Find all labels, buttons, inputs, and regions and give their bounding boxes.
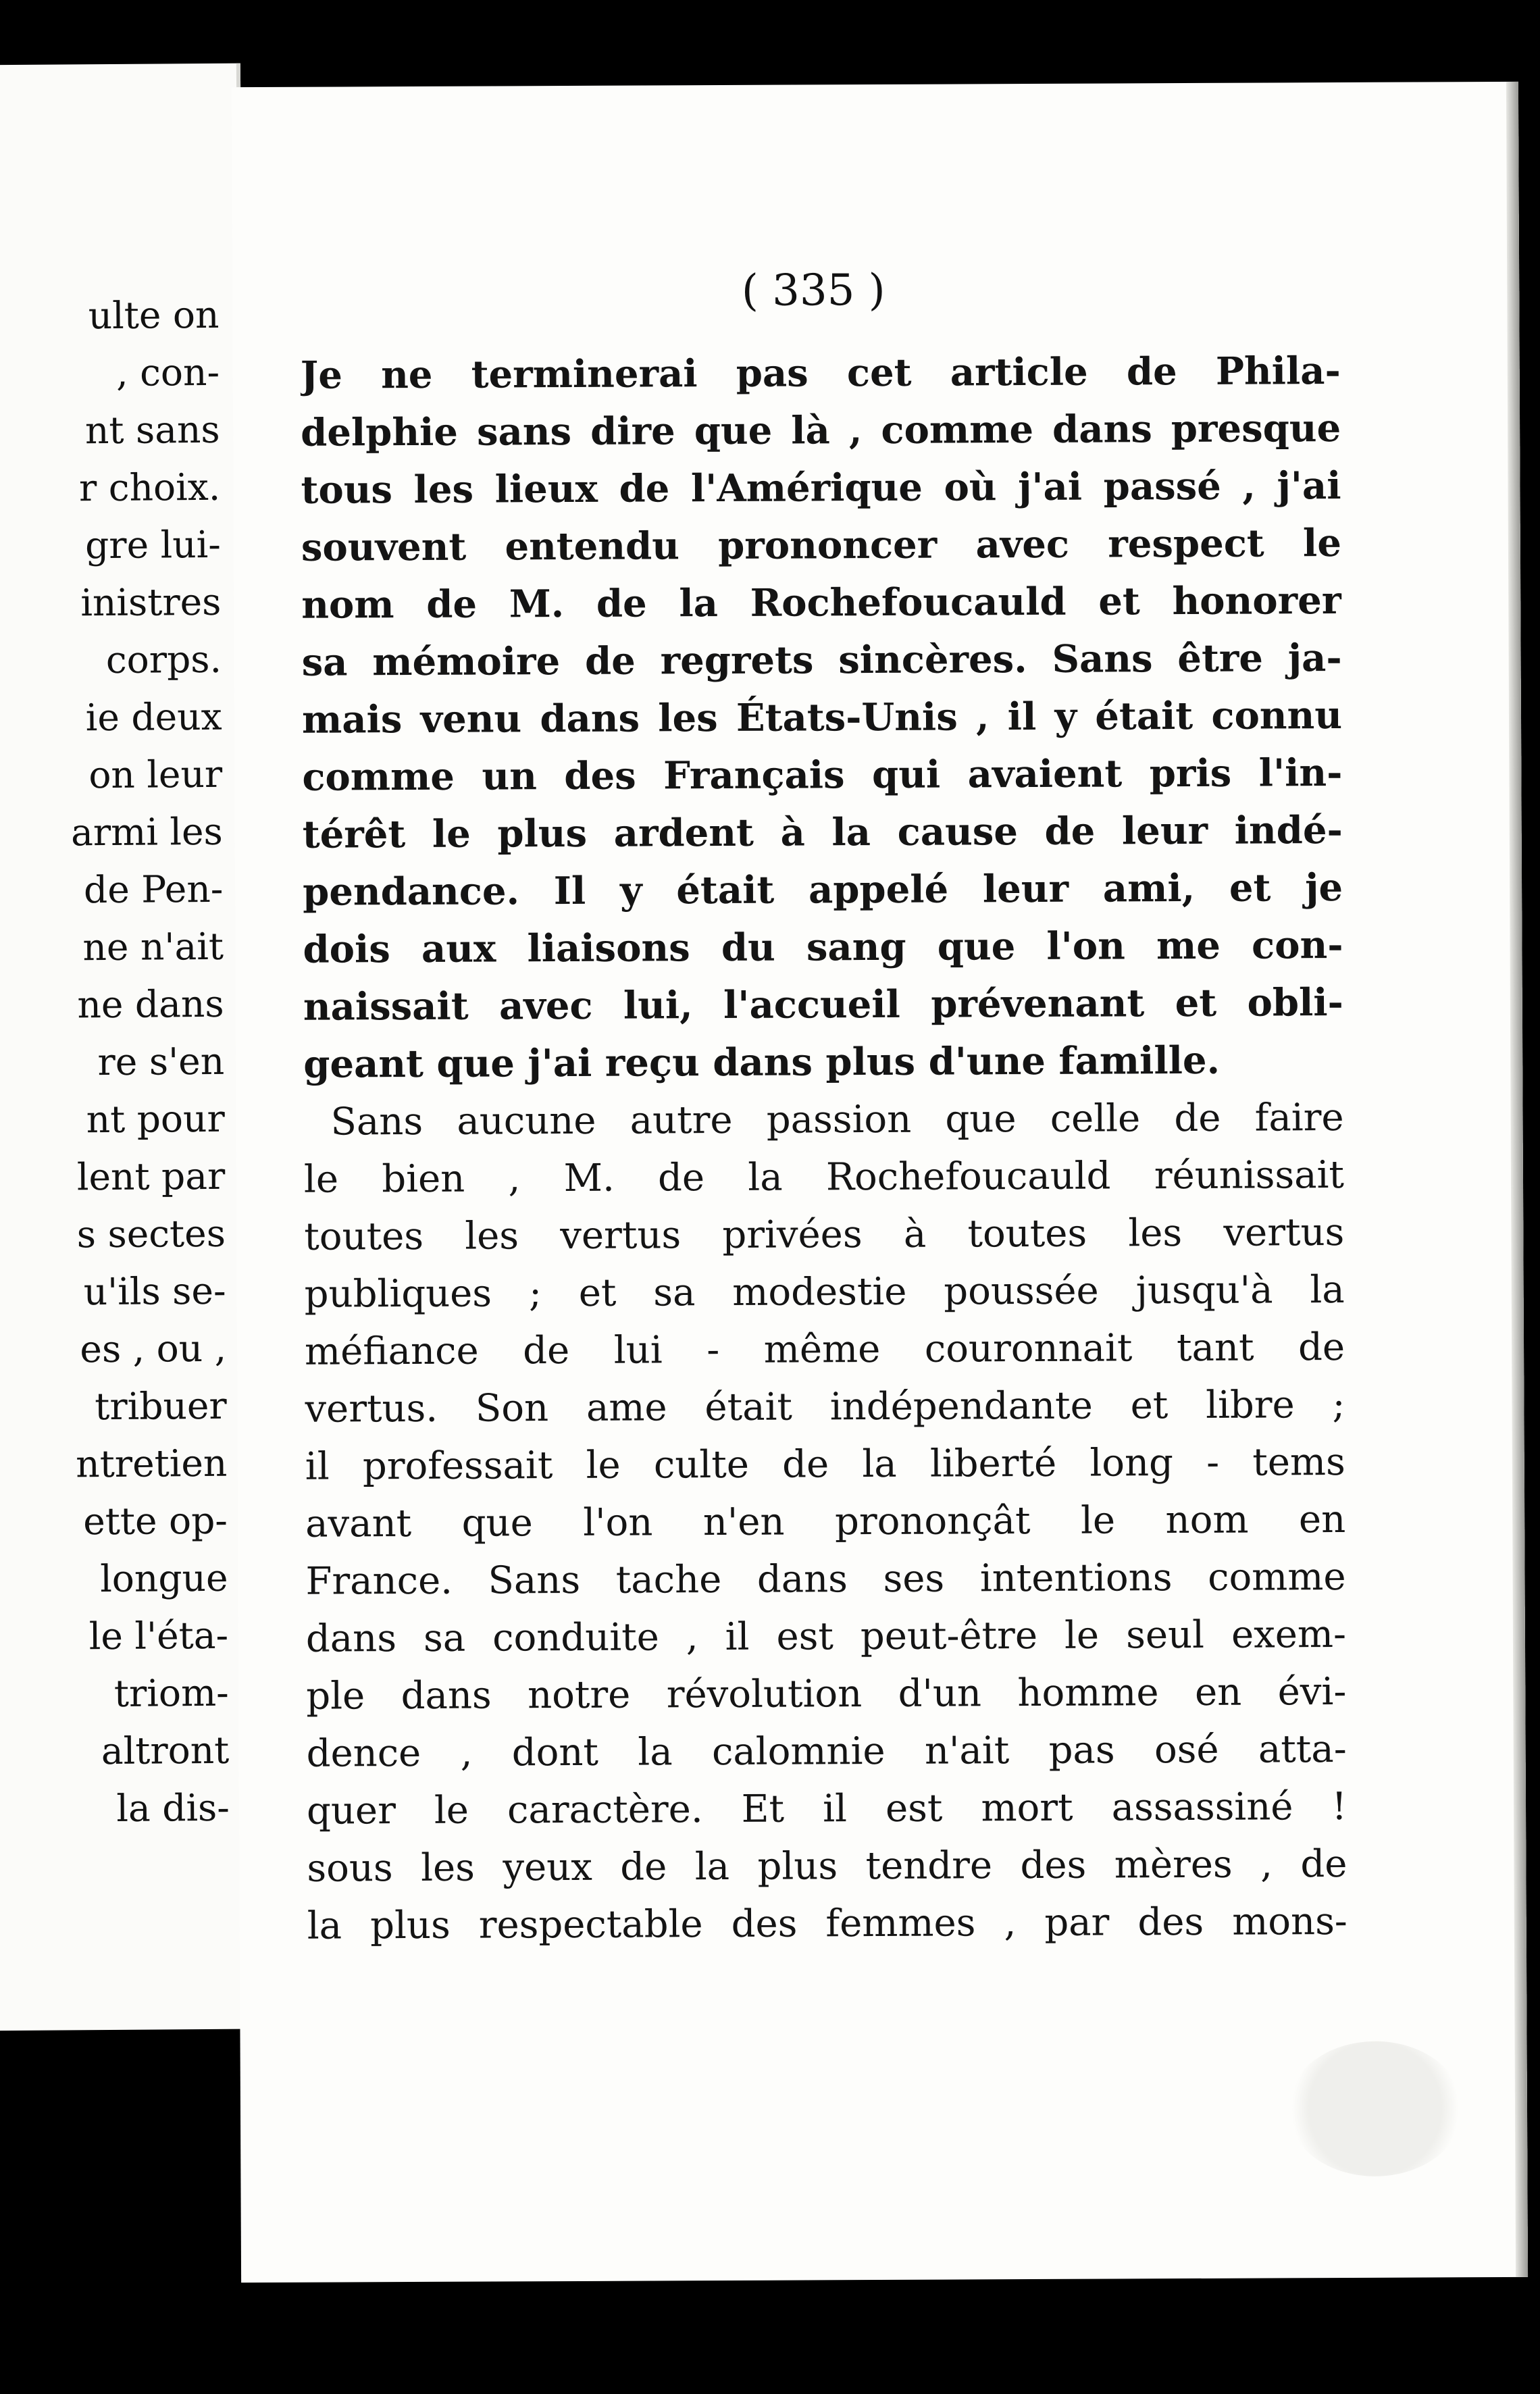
left-line: ne dans [77, 982, 224, 1027]
left-line: nt pour [86, 1096, 225, 1142]
left-line: corps. [105, 637, 222, 682]
left-line: de Pen- [83, 867, 224, 912]
left-line: ulte on [88, 292, 220, 338]
text-line: delphie sans dire que là , comme dans presque [301, 406, 1341, 455]
left-page-text [67, 286, 230, 1838]
left-page-fragment [0, 63, 254, 2031]
text-line: la plus respectable des femmes , par des mons- [307, 1899, 1348, 1948]
text-line: toutes les vertus privées à toutes les vertus [304, 1210, 1345, 1259]
text-line: térêt le plus ardent à la cause de leur indé- [302, 808, 1343, 857]
left-line: le l'éta- [88, 1613, 229, 1658]
left-line: gre lui- [84, 522, 222, 567]
text-line: méfiance de lui - même couronnait tant de [304, 1325, 1345, 1374]
left-line: altront [101, 1728, 230, 1773]
text-line: dois aux liaisons du sang que l'on me con- [303, 923, 1343, 972]
text-line: avant que l'on n'en prononçât le nom en [305, 1497, 1346, 1546]
text-line: dence , dont la calomnie n'ait pas osé atta- [306, 1727, 1347, 1776]
left-line: ie deux [85, 694, 222, 740]
left-line: tribuer [95, 1383, 227, 1429]
left-line: armi les [70, 809, 223, 855]
page-number: ( 335 ) [741, 265, 886, 316]
text-line: sa mémoire de regrets sincères. Sans être ja- [301, 636, 1342, 685]
text-line: mais venu dans les États-Unis , il y était connu [301, 693, 1343, 742]
text-line: quer le caractère. Et il est mort assassiné ! [306, 1784, 1348, 1833]
left-line: es , ou , [80, 1326, 227, 1371]
page-edge [1506, 82, 1528, 2277]
left-line: nt sans [84, 407, 220, 453]
left-line: inistres [80, 580, 222, 625]
paragraph-1 [301, 342, 1344, 1094]
left-line: r choix. [78, 465, 221, 510]
text-line: il professait le culte de la liberté long - tems [305, 1440, 1345, 1489]
paragraph-2 [303, 1089, 1348, 1955]
left-line: u'ils se- [83, 1269, 226, 1314]
text-line: Je ne terminerai pas cet article de Phila- [300, 349, 1341, 398]
text-line: publiques ; et sa modestie poussée jusqu'à la [304, 1267, 1345, 1317]
left-line: ette op- [82, 1498, 228, 1544]
text-line: tous les lieux de l'Amérique où j'ai passé , j'ai [301, 463, 1341, 513]
left-line: ne n'ait [82, 924, 224, 969]
left-line: la dis- [116, 1785, 230, 1830]
left-line: , con- [116, 350, 220, 394]
text-line: souvent entendu prononcer avec respect le [301, 521, 1342, 570]
text-line: nom de M. de la Rochefoucauld et honorer [301, 578, 1342, 628]
text-line: pendance. Il y était appelé leur ami, et je [302, 865, 1343, 915]
text-line: Sans aucune autre passion que celle de faire [330, 1096, 1344, 1144]
left-line: triom- [113, 1671, 229, 1715]
left-line: on leur [88, 752, 223, 797]
text-line: dans sa conduite , il est peut-être le seul exem- [305, 1612, 1347, 1661]
left-line: s sectes [76, 1211, 226, 1256]
text-line: comme un des Français qui avaient pris l'in- [302, 750, 1343, 800]
left-line: lent par [76, 1154, 226, 1199]
body-text [301, 342, 1348, 1955]
left-line: ntretien [76, 1441, 228, 1486]
text-line: naissait avec lui, l'accueil prévenant et obli- [303, 980, 1343, 1029]
left-line: longue [99, 1556, 228, 1601]
text-line: vertus. Son ame était indépendante et libre ; [305, 1382, 1345, 1431]
text-line: France. Sans tache dans ses intentions comme [305, 1554, 1346, 1604]
text-line: le bien , M. de la Rochefoucauld réunissait [303, 1153, 1345, 1202]
text-line: ple dans notre révolution d'un homme en évi- [306, 1669, 1347, 1718]
text-line: sous les yeux de la plus tendre des mères , de [307, 1841, 1348, 1891]
paper-stain [1287, 2041, 1464, 2176]
left-line: re s'en [97, 1039, 225, 1084]
right-page [232, 82, 1528, 2283]
text-line: geant que j'ai reçu dans plus d'une famille. [303, 1038, 1221, 1087]
